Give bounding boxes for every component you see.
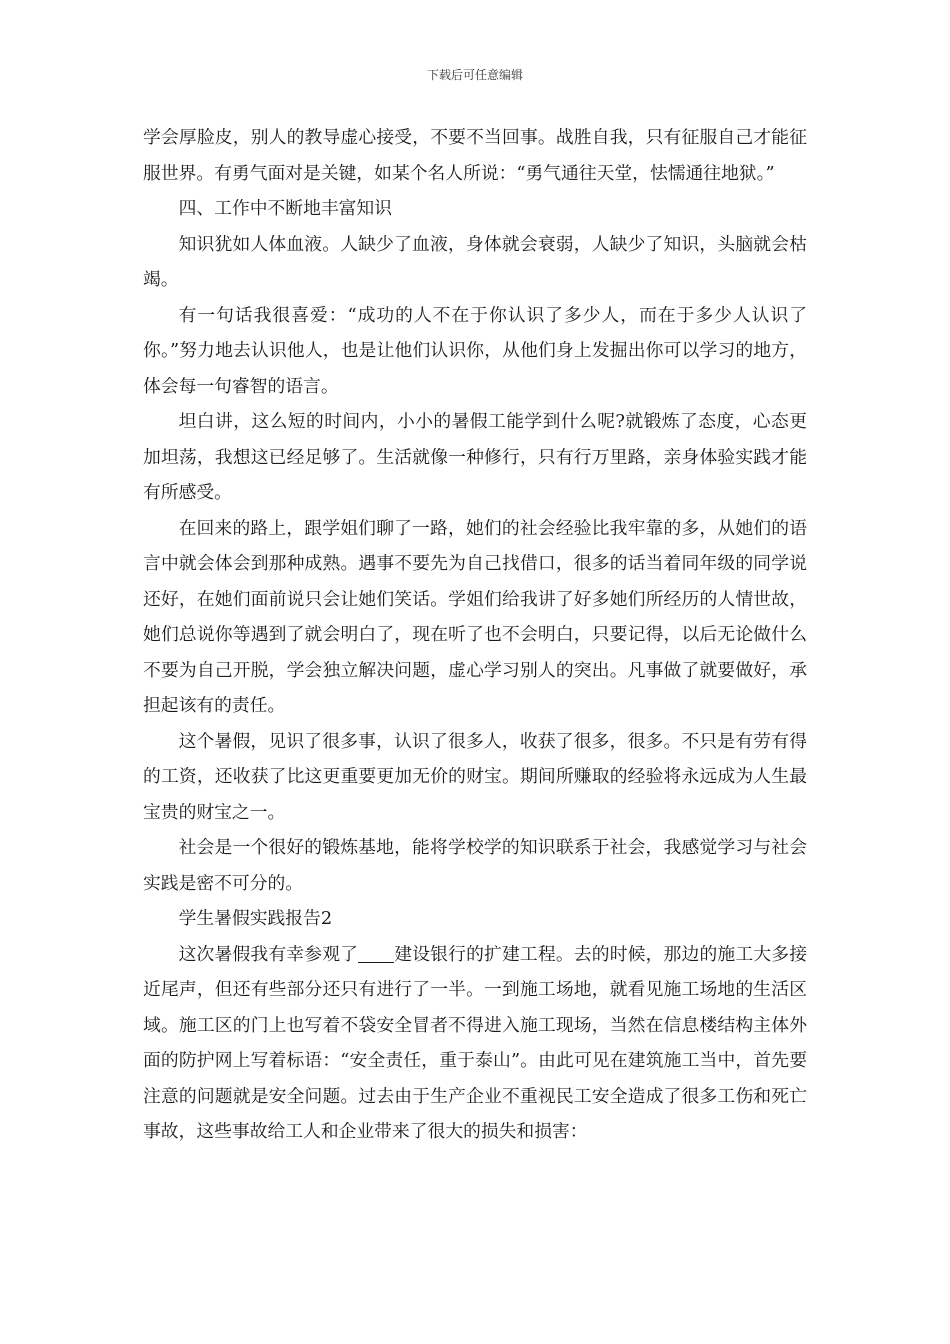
paragraph-text-after-blank: 建设银行的扩建工程。去的时候，那边的施工大多接近尾声，但还有些部分还只有进行了一半。一到施工场地，就看见施工场地的生活区域。施工区的门上也写着不袋安全冒者不得进入施工现场，当然在信息楼结构主体外面的防护网上写着标语：“安全责任，重于泰山”。由此可见在建筑施工当中，首先要注意的问题就是安全问题。过去由于生产企业不重视民工安全造成了很多工伤和死亡事故，这些事故给工人和企业带来了很大的损失和损害： [143,943,807,1142]
page-header: 下载后可任意编辑 [426,68,523,82]
paragraph: 有一句话我很喜爱：“成功的人不在于你认识了多少人，而在于多少人认识了你。”努力地去认识他人，也是让他们认识你，从他们身上发掘出你可以学习的地方，体会每一句睿智的语言。 [143,304,807,397]
section-heading: 四、工作中不断地丰富知识 [178,198,392,219]
paragraph: 社会是一个很好的锻炼基地，能将学校学的知识联系于社会，我感觉学习与社会实践是密不可分的。 [143,837,807,894]
paragraph: 在回来的路上，跟学姐们聊了一路，她们的社会经验比我牢靠的多，从她们的语言中就会体会到那种成熟。遇事不要先为自己找借口，很多的话当着同年级的同学说还好，在她们面前说只会让她们笑话。学姐们给我讲了好多她们所经历的人情世故，她们总说你等遇到了就会明白了，现在听了也不会明白，只要记得，以后无论做什么不要为自己开脱，学会独立解决问题，虚心学习别人的突出。凡事做了就要做好，承担起该有的责任。 [143,517,807,716]
paragraph: 这个暑假，见识了很多事，认识了很多人，收获了很多，很多。不只是有劳有得的工资，还收获了比这更重要更加无价的财宝。期间所赚取的经验将永远成为人生最宝贵的财宝之一。 [143,730,807,823]
paragraph: 知识犹如人体血液。人缺少了血液，身体就会衰弱，人缺少了知识，头脑就会枯竭。 [143,233,807,290]
document-body [143,120,807,1150]
paragraph [143,937,807,1150]
paragraph-text-before-blank: 这次暑假我有幸参观了 [178,943,359,965]
paragraph: 学会厚脸皮，别人的教导虚心接受，不要不当回事。战胜自我，只有征服自己才能征服世界。有勇气面对是关键，如某个名人所说：“勇气通往天堂，怯懦通往地狱。” [143,127,807,184]
paragraph: 坦白讲，这么短的时间内，小小的暑假工能学到什么呢?就锻炼了态度，心态更加坦荡，我想这已经足够了。生活就像一种修行，只有行万里路，亲身体验实践才能有所感受。 [143,411,807,503]
fill-in-blank [358,944,394,963]
report-title: 学生暑假实践报告2 [178,908,333,929]
